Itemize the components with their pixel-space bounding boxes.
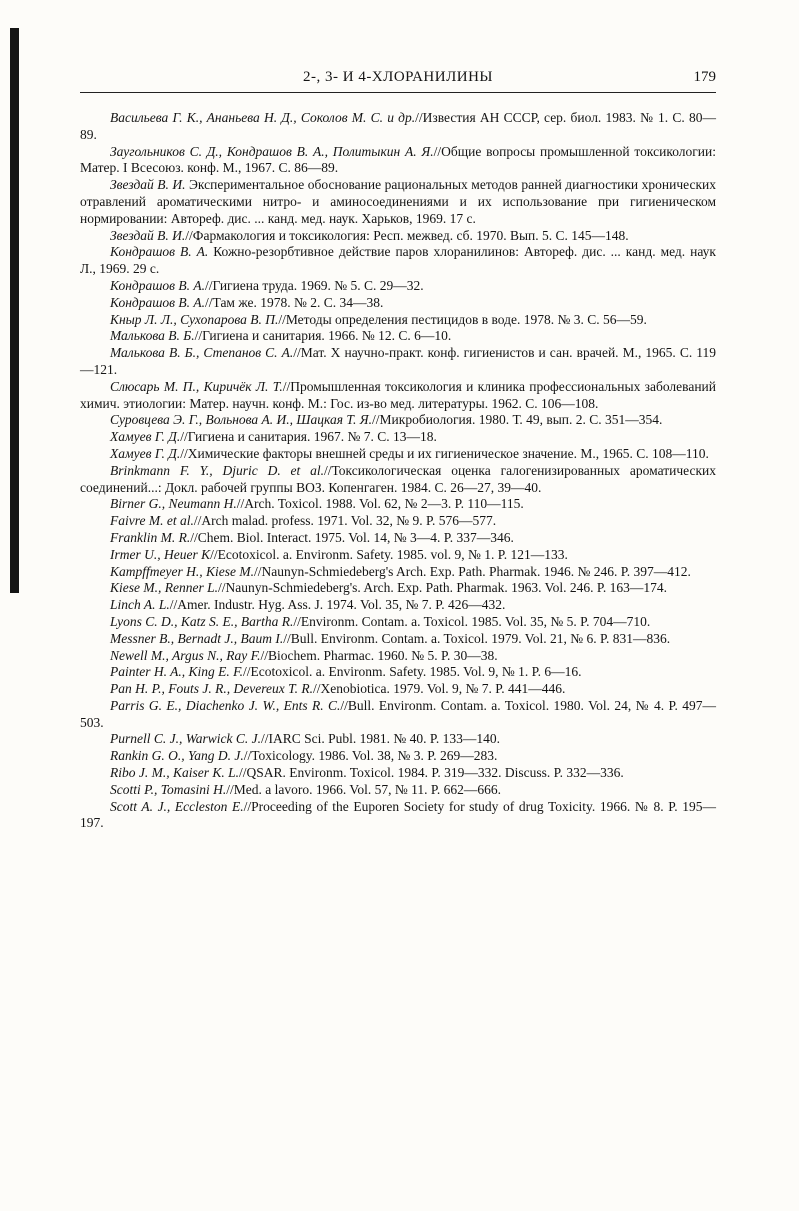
- reference-source: //Ecotoxicol. a. Environm. Safety. 1985. vol. 9, № 1. P. 121—133.: [210, 546, 568, 562]
- reference-authors: Звездай В. И.: [110, 177, 186, 193]
- reference-entry: [80, 429, 716, 446]
- reference-source: //Toxicology. 1986. Vol. 38, № 3. P. 269—283.: [243, 748, 498, 764]
- reference-authors: Кондрашов В. А.: [110, 294, 206, 310]
- reference-authors: Irmer U., Heuer K: [110, 546, 211, 562]
- reference-source: //Bull. Environm. Contam. a. Toxicol. 1979. Vol. 21, № 6. P. 831—836.: [283, 630, 671, 646]
- reference-entry: [80, 564, 716, 581]
- reference-source: //Proceeding of the Euporen Society for study of drug Toxicity. 1966. № 8. P. 195—197.: [80, 798, 716, 831]
- reference-source: //Известия АН СССР, сер. биол. 1983. № 1. С. 80—89.: [80, 110, 716, 142]
- reference-entry: [80, 463, 716, 497]
- reference-authors: Звездай В. И.: [110, 227, 186, 243]
- reference-authors: Pan H. P., Fouts J. R., Devereux T. R.: [110, 681, 313, 697]
- reference-entry: [80, 379, 716, 413]
- reference-source: //Химические факторы внешней среды и их гигиеническое значение. М., 1965. С. 108—110.: [180, 445, 709, 461]
- reference-source: //QSAR. Environm. Toxicol. 1984. P. 319—332. Discuss. P. 332—336.: [239, 765, 624, 781]
- reference-entry: [80, 631, 716, 648]
- reference-source: //Chem. Biol. Interact. 1975. Vol. 14, № 3—4. P. 337—346.: [190, 529, 514, 545]
- reference-authors: Слюсарь М. П., Киричёк Л. Т.: [110, 378, 283, 394]
- reference-source: //Amer. Industr. Hyg. Ass. J. 1974. Vol. 35, № 7. P. 426—432.: [169, 597, 506, 613]
- reference-source: //Микробиология. 1980. Т. 49, вып. 2. С. 351—354.: [372, 412, 663, 428]
- reference-source: //Arch. Toxicol. 1988. Vol. 62, № 2—3. P. 110—115.: [236, 496, 524, 512]
- reference-authors: Purnell C. J., Warwick C. J.: [110, 731, 261, 747]
- reference-source: //Там же. 1978. № 2. С. 34—38.: [205, 294, 384, 310]
- reference-entry: [80, 110, 716, 144]
- reference-entry: [80, 580, 716, 597]
- reference-authors: Заугольников С. Д., Кондрашов В. А., Политыкин А. Я.: [110, 143, 434, 159]
- reference-authors: Scotti P., Tomasini H.: [110, 781, 227, 797]
- reference-authors: Васильева Г. К., Ананьева Н. Д., Соколов М. С. и др.: [110, 110, 416, 125]
- reference-source: //Environm. Contam. a. Toxicol. 1985. Vol. 35, № 5. P. 704—710.: [293, 613, 651, 629]
- reference-source: //Xenobiotica. 1979. Vol. 9, № 7. P. 441—446.: [312, 681, 566, 697]
- reference-authors: Faivre M. et al.: [110, 513, 194, 529]
- reference-entry: [80, 765, 716, 782]
- reference-source: //Токсикологическая оценка галогенизированных ароматических соединений...: Докл. рабочей группы ВОЗ. Копенгаген. 1984. С. 26—27, 39—40.: [80, 462, 716, 495]
- reference-authors: Birner G., Neumann H.: [110, 496, 237, 512]
- reference-source: //Фармакология и токсикология: Респ. межвед. сб. 1970. Вып. 5. С. 145—148.: [185, 227, 629, 243]
- reference-authors: Ribo J. M., Kaiser K. L.: [110, 765, 240, 781]
- reference-authors: Painter H. A., King E. F.: [110, 664, 244, 680]
- running-head: [80, 68, 716, 90]
- reference-source: //IARC Sci. Publ. 1981. № 40. P. 133—140.: [261, 731, 501, 747]
- reference-authors: Хамуев Г. Д.: [110, 445, 181, 461]
- reference-entry: [80, 312, 716, 329]
- reference-authors: Scott A. J., Eccleston E.: [110, 798, 244, 814]
- reference-source: //Гигиена труда. 1969. № 5. С. 29—32.: [205, 277, 424, 293]
- reference-authors: Rankin G. O., Yang D. J.: [110, 748, 244, 764]
- reference-source: Кожно-резорбтивное действие паров хлоранилинов: Автореф. дис. ... канд. мед. наук Л., 1969. 29 с.: [80, 244, 716, 277]
- reference-entry: [80, 177, 716, 227]
- reference-authors: Lyons C. D., Katz S. E., Bartha R.: [110, 613, 294, 629]
- reference-authors: Малькова В. Б.: [110, 328, 195, 344]
- reference-source: //Промышленная токсикология и клиника профессиональных заболеваний химич. этиологии: Матер. научн. конф. М.: Гос. из-во мед. литературы. 1962. С. 106—108.: [80, 378, 716, 411]
- reference-entry: [80, 412, 716, 429]
- reference-authors: Kampffmeyer H., Kiese M.: [110, 563, 254, 579]
- reference-entry: [80, 681, 716, 698]
- reference-source: //Общие вопросы промышленной токсикологии: Матер. I Всесоюз. конф. М., 1967. С. 86—89.: [80, 143, 716, 176]
- reference-authors: Хамуев Г. Д.: [110, 429, 181, 445]
- reference-source: //Ecotoxicol. a. Environm. Safety. 1985. Vol. 9, № 1. P. 6—16.: [243, 664, 582, 680]
- reference-authors: Кныр Л. Л., Сухопарова В. П.: [110, 311, 279, 327]
- scan-edge-bar: [10, 28, 19, 593]
- reference-entry: [80, 698, 716, 732]
- reference-entry: [80, 144, 716, 178]
- reference-authors: Кондрашов В. А.: [110, 244, 209, 260]
- reference-source: //Biochem. Pharmac. 1960. № 5. P. 30—38.: [260, 647, 498, 663]
- reference-entry: [80, 496, 716, 513]
- reference-authors: Newell M., Argus N., Ray F.: [110, 647, 261, 663]
- reference-source: //Методы определения пестицидов в воде. 1978. № 3. С. 56—59.: [278, 311, 647, 327]
- reference-source: //Bull. Environm. Contam. a. Toxicol. 1980. Vol. 24, № 4. P. 497—503.: [80, 697, 716, 730]
- reference-entry: [80, 228, 716, 245]
- reference-authors: Franklin M. R.: [110, 529, 191, 545]
- reference-source: //Гигиена и санитария. 1967. № 7. С. 13—18.: [180, 429, 437, 445]
- reference-entry: [80, 648, 716, 665]
- page-number: 179: [693, 69, 716, 85]
- reference-entry: [80, 513, 716, 530]
- reference-entry: [80, 530, 716, 547]
- reference-source: //Naunyn-Schmiedeberg's Arch. Exp. Path. Pharmak. 1946. № 246. P. 397—412.: [253, 563, 691, 579]
- reference-authors: Linch A. L.: [110, 597, 170, 613]
- reference-authors: Kiese M., Renner L.: [110, 580, 218, 596]
- reference-entry: [80, 345, 716, 379]
- reference-entry: [80, 328, 716, 345]
- page-title: 2-, 3- И 4-ХЛОРАНИЛИНЫ: [303, 69, 493, 85]
- reference-authors: Messner B., Bernadt J., Baum I.: [110, 630, 284, 646]
- reference-source: Экспериментальное обоснование рациональных методов ранней диагностики хронических отравлений ароматическими нитро- и аминосоединениями и их использование при гигиеническом нормировании: Автореф. дис. ... канд. мед. наук. Харьков, 1969. 17 с.: [80, 177, 716, 226]
- reference-authors: Кондрашов В. А.: [110, 277, 206, 293]
- reference-entry: [80, 799, 716, 833]
- header-rule: [80, 92, 716, 93]
- reference-entry: [80, 547, 716, 564]
- reference-authors: Суровцева Э. Г., Вольнова А. И., Шацкая Т. Я.: [110, 412, 373, 428]
- reference-entry: [80, 278, 716, 295]
- reference-source: //Med. a lavoro. 1966. Vol. 57, № 11. P. 662—666.: [226, 781, 502, 797]
- reference-source: //Naunyn-Schmiedeberg's. Arch. Exp. Path. Pharmak. 1963. Vol. 246. P. 163—174.: [217, 580, 668, 596]
- reference-authors: Parris G. E., Diachenko J. W., Ents R. C.: [110, 697, 341, 713]
- reference-entry: [80, 244, 716, 278]
- reference-authors: Малькова В. Б., Степанов С. А.: [110, 345, 294, 361]
- reference-entry: [80, 782, 716, 799]
- reference-entry: [80, 597, 716, 614]
- reference-entry: [80, 295, 716, 312]
- reference-list: [80, 110, 716, 832]
- reference-source: //Arch malad. profess. 1971. Vol. 32, № 9. P. 576—577.: [193, 513, 497, 529]
- reference-entry: [80, 446, 716, 463]
- reference-entry: [80, 731, 716, 748]
- reference-entry: [80, 664, 716, 681]
- reference-authors: Brinkmann F. Y., Djuric D. et al.: [110, 462, 325, 478]
- reference-entry: [80, 748, 716, 765]
- reference-source: //Мат. X научно-практ. конф. гигиенистов и сан. врачей. М., 1965. С. 119—121.: [80, 345, 716, 377]
- reference-source: //Гигиена и санитария. 1966. № 12. С. 6—10.: [194, 328, 452, 344]
- reference-entry: [80, 614, 716, 631]
